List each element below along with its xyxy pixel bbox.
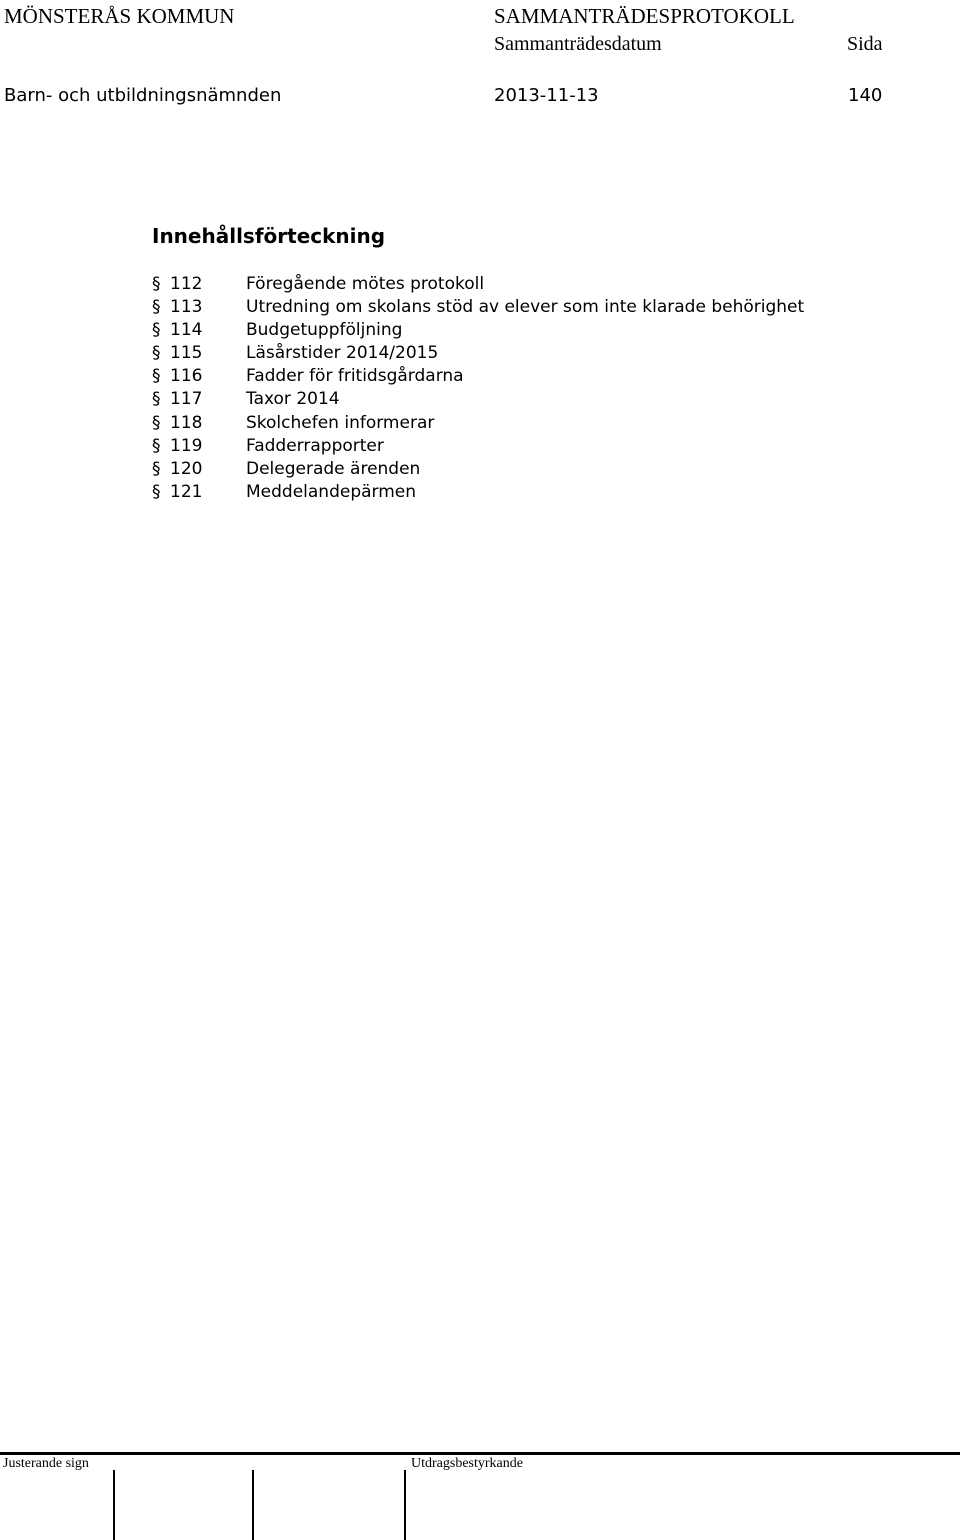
toc-item-number: 116 — [170, 366, 203, 387]
toc-item-number: 114 — [170, 320, 203, 341]
section-symbol: § — [152, 297, 161, 318]
toc-item-number: 112 — [170, 274, 203, 294]
committee-name: Barn- och utbildningsnämnden — [4, 85, 282, 106]
toc-item-title: Taxor 2014 — [246, 389, 340, 410]
toc-item — [152, 481, 804, 504]
section-symbol: § — [152, 343, 161, 364]
toc-item-title: Budgetuppföljning — [246, 320, 403, 341]
toc-item-title: Delegerade ärenden — [246, 458, 421, 479]
meeting-date-label: Sammanträdesdatum — [494, 33, 662, 55]
page-number: 140 — [848, 85, 883, 106]
page-label: Sida — [847, 33, 883, 55]
section-symbol: § — [152, 412, 161, 433]
toc-item — [152, 365, 804, 388]
section-symbol: § — [152, 320, 161, 341]
meeting-date: 2013-11-13 — [494, 85, 599, 106]
toc-heading: Innehållsförteckning — [152, 224, 386, 248]
section-symbol: § — [152, 274, 161, 294]
toc-item-title: Föregående mötes protokoll — [246, 274, 485, 294]
toc-item-title: Läsårstider 2014/2015 — [246, 343, 439, 364]
toc-item — [152, 273, 804, 296]
section-symbol: § — [152, 435, 161, 456]
toc-item — [152, 388, 804, 411]
toc-item-number: 120 — [170, 458, 203, 479]
section-symbol: § — [152, 366, 161, 387]
toc-item — [152, 435, 804, 458]
utdragsbestyrkande-label: Utdragsbestyrkande — [411, 1456, 523, 1471]
toc-item-number: 115 — [170, 343, 203, 364]
justerande-sign-label: Justerande sign — [3, 1456, 89, 1471]
toc-item-title: Fadderrapporter — [246, 435, 384, 456]
toc-item-title: Fadder för fritidsgårdarna — [246, 366, 464, 387]
toc-item — [152, 458, 804, 481]
toc-item — [152, 342, 804, 365]
toc-item-title: Skolchefen informerar — [246, 412, 435, 433]
toc-item — [152, 319, 804, 342]
section-symbol: § — [152, 389, 161, 410]
toc-item — [152, 412, 804, 435]
signature-box-divider — [113, 1470, 115, 1540]
toc-item-number: 119 — [170, 435, 203, 456]
toc-item-title: Meddelandepärmen — [246, 481, 417, 502]
toc-item-number: 113 — [170, 297, 203, 318]
footer-rule — [0, 1452, 960, 1455]
organization-name: MÖNSTERÅS KOMMUN — [4, 4, 235, 28]
toc-list — [152, 273, 804, 504]
toc-item-number: 121 — [170, 481, 203, 502]
toc-item-title: Utredning om skolans stöd av elever som inte klarade behörighet — [246, 297, 805, 318]
toc-item-number: 117 — [170, 389, 203, 410]
document-type: SAMMANTRÄDESPROTOKOLL — [494, 4, 795, 28]
section-symbol: § — [152, 458, 161, 479]
signature-box-divider — [252, 1470, 254, 1540]
toc-item-number: 118 — [170, 412, 203, 433]
section-symbol: § — [152, 481, 161, 502]
signature-box-divider — [404, 1470, 406, 1540]
toc-item — [152, 296, 804, 319]
